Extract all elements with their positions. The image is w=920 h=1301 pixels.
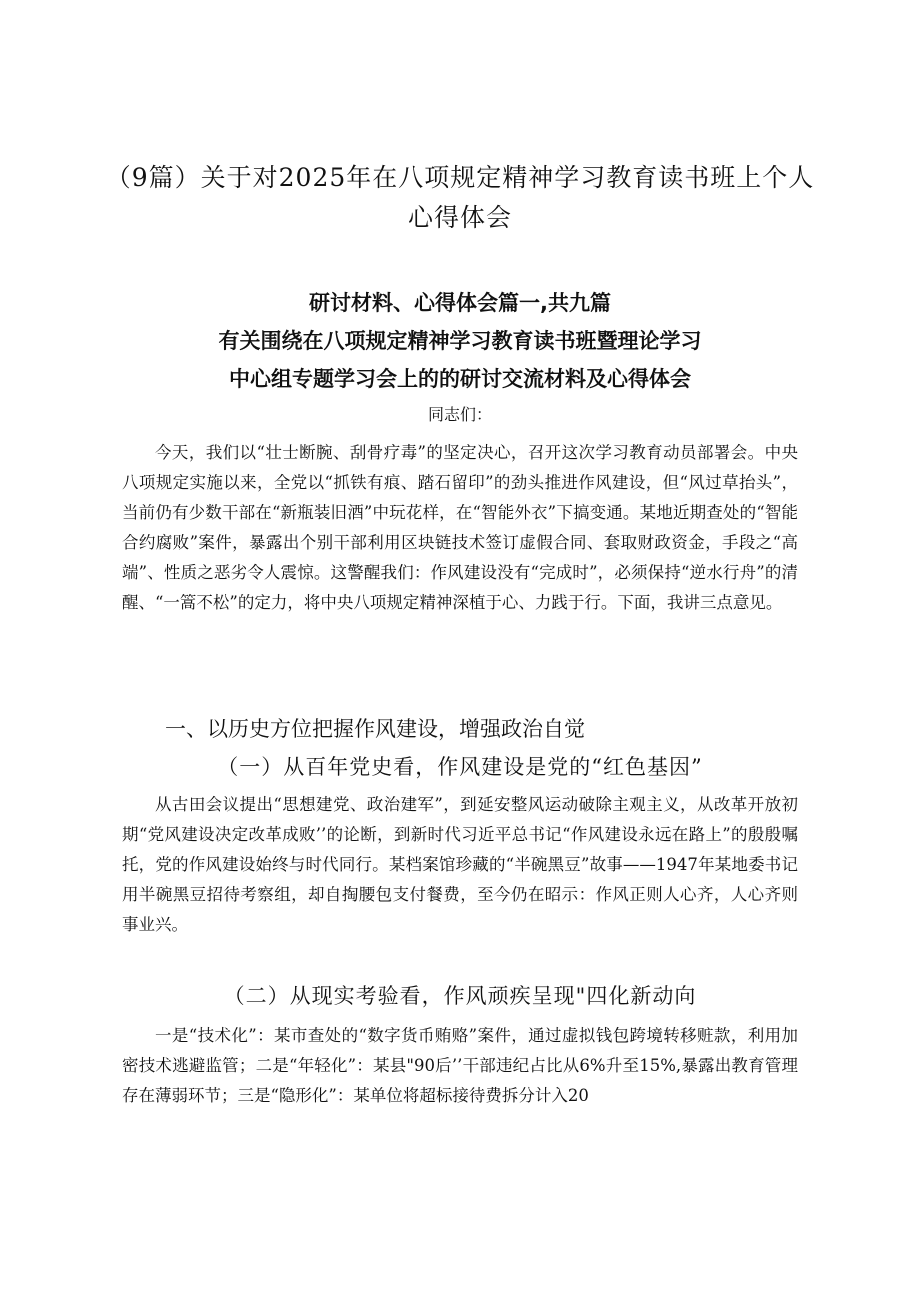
- title-line-1: （9篇）关于对2025年在八项规定精神学习教育读书班上个人: [105, 163, 815, 192]
- subtitle-line-2: 有关围绕在八项规定精神学习教育读书班暨理论学习: [218, 329, 702, 353]
- subsection-2-paragraph: 一是“技术化”：某市查处的“数字货币贿赂”案件，通过虚拟钱包跨境转移赃款，利用加密技术逃避监管；二是“年轻化”：某县"90后’’干部违纪占比从6%升至15%,暴露出教育管理存在薄弱环节；三是“隐形化”：某单位将超标接待费拆分计入20: [122, 1026, 798, 1105]
- document-title: [90, 158, 830, 238]
- salutation: 同志们：: [427, 405, 492, 424]
- intro-paragraph: 今天，我们以“壮士断腕、刮骨疗毒”的坚定决心，召开这次学习教育动员部署会。中央八项规定实施以来，全党以“抓铁有痕、踏石留印”的劲头推进作风建设，但“风过草抬头”，当前仍有少数干部在“新瓶装旧酒”中玩花样，在“智能外衣”下搞变通。某地近期查处的“智能合约腐败”案件，暴露出个别干部利用区块链技术签订虚假合同、套取财政资金，手段之“高端”、性质之恶劣令人震惊。这警醒我们：作风建设没有“完成时”，必须保持“逆水行舟”的清醒、“一篙不松”的定力，将中央八项规定精神深植于心、力践于行。下面，我讲三点意见。: [122, 443, 798, 612]
- title-line-2: 心得体会: [407, 203, 512, 232]
- subsection-heading-2: （二）从现实考验看，作风顽疾呈现"四化新动向: [223, 984, 697, 1008]
- subtitle-line-3: 中心组专题学习会上的的研讨交流材料及心得体会: [229, 367, 691, 391]
- subsection-heading-1: （一）从百年党史看，作风建设是党的“红色基因”: [217, 755, 703, 779]
- subsection-1-paragraph: 从古田会议提出“思想建党、政治建军”，到延安整风运动破除主观主义，从改革开放初期“党风建设决定改革成败’’的论断，到新时代习近平总书记“作风建设永远在路上”的殷殷嘱托，党的作风建设始终与时代同行。某档案馆珍藏的“半碗黑豆”故事——1947年某地委书记用半碗黑豆招待考察组，却自掏腰包支付餐费，至今仍在昭示：作风正则人心齐，人心齐则事业兴。: [122, 795, 798, 934]
- subtitle-line-1: 研讨材料、心得体会篇一,共九篇: [309, 291, 611, 315]
- section-heading-1: 一、以历史方位把握作风建设，增强政治自觉: [165, 717, 585, 741]
